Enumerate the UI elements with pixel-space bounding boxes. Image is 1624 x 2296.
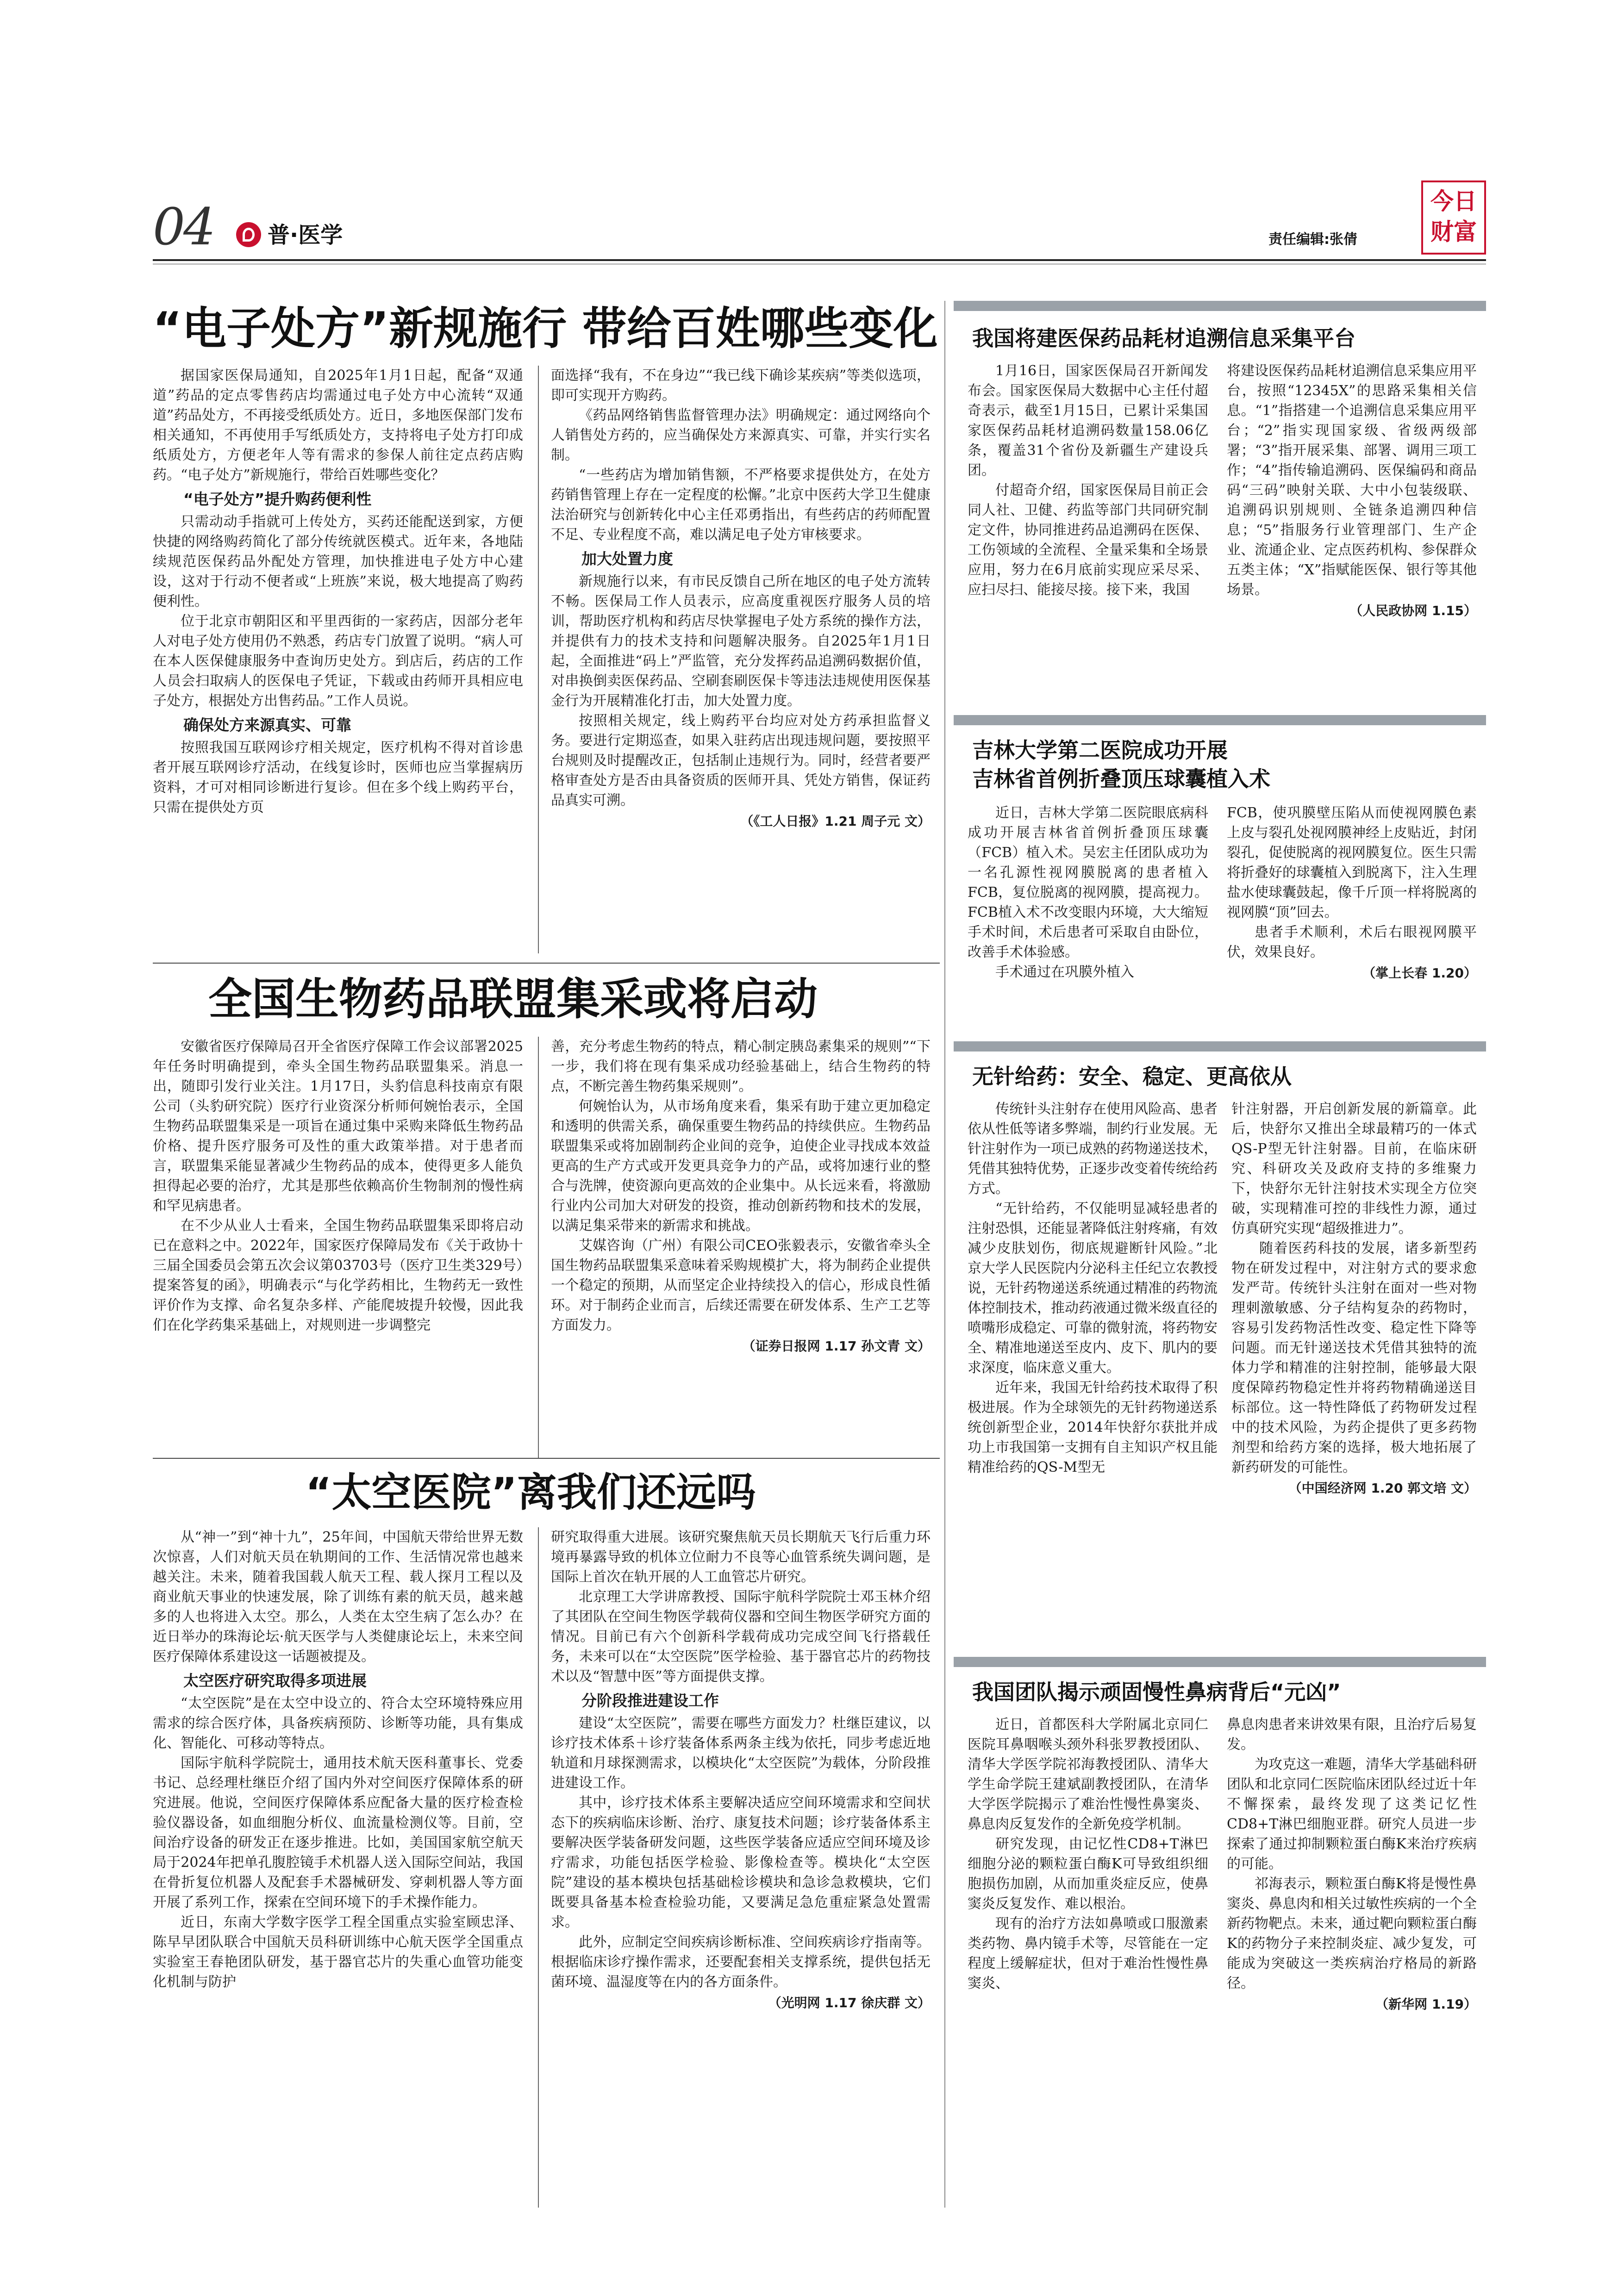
- column-divider: [538, 1527, 539, 2208]
- article-paragraph: 近日，吉林大学第二医院眼底病科成功开展吉林省首例折叠顶压球囊（FCB）植入术。吴宏主任团队成功为一名孔源性视网膜脱离的患者植入FCB，复位脱离的视网膜，提高视力。FCB植入术不改变眼内环境，大大缩短手术时间，术后患者可采取自由卧位，改善手术体验感。: [968, 805, 1208, 960]
- article-body: [968, 803, 1208, 982]
- article-subheading: 确保处方来源真实、可靠: [183, 716, 351, 734]
- article-paragraph: FCB，使巩膜壁压陷从而使视网膜色素上皮与裂孔处视网膜神经上皮贴近，封闭裂孔，促使脱离的视网膜复位。医生只需将折叠好的球囊植入到脱离下，注入生理盐水使球囊鼓起，像千斤顶一样将脱离的视网膜“顶”回去。: [1227, 805, 1477, 921]
- article-paragraph: 《药品网络销售监督管理办法》明确规定：通过网络向个人销售处方药的，应当确保处方来源真实、可靠，并实行实名制。: [551, 407, 931, 463]
- article-paragraph: 针注射器，开启创新发展的新篇章。此后，快舒尔又推出全球最精巧的一体式QS-P型无针注射器。目前，在临床研究、科研攻关及政府支持的多维聚力下，快舒尔无针注射技术实现全方位突破，实现精准可控的非线性力源，通过仿真研究实现“超级推进力”。: [1231, 1101, 1477, 1237]
- article-paragraph: 研究取得重大进展。该研究聚焦航天员长期航天飞行后重力环境再暴露导致的机体立位耐力不良等心血管系统失调问题，是国际上首次在轨开展的人工血管芯片研究。: [551, 1529, 931, 1585]
- header-rule: [153, 259, 1486, 261]
- article-body: [551, 1527, 931, 1992]
- article-e-prescription-col1: [153, 366, 523, 817]
- article-biologics-col2: [551, 1037, 931, 1356]
- article-subheading: 加大处置力度: [581, 550, 673, 568]
- headline-jilin-line1: 吉林大学第二医院成功开展: [972, 738, 1228, 763]
- badge-line-1: 今日: [1430, 187, 1477, 215]
- article-paragraph: 北京理工大学讲席教授、国际宇航科学院院士邓玉林介绍了其团队在空间生物医学载荷仪器和空间生物医学研究方面的情况。目前已有六个创新科学载荷成功完成空间飞行搭载任务，未来可以在“太空医院”医学检验、基于器官芯片的药物技术以及“智慧中医”等方面提供支撑。: [551, 1589, 931, 1685]
- article-source: （人民政协网 1.15）: [1349, 603, 1477, 618]
- article-paragraph: 从“神一”到“神十九”，25年间，中国航天带给世界无数次惊喜，人们对航天员在轨期间的工作、生活情况常也越来越关注。未来，随着我国载人航天工程、载人探月工程以及商业航天事业的快速发展，除了训练有素的航天员，越来越多的人也将进入太空。那么，人类在太空生病了怎么办？在近日举办的珠海论坛·航天医学与人类健康论坛上，未来空间医疗保障体系建设这一话题被提及。: [153, 1529, 523, 1665]
- headline-biologics: 全国生物药品联盟集采或将启动: [208, 974, 818, 1025]
- article-sinusitis-col2: [1227, 1715, 1477, 2014]
- sidebar-header-bar: [954, 1657, 1486, 1667]
- article-subheading: 分阶段推进建设工作: [581, 1692, 719, 1710]
- section-rule: [153, 1458, 940, 1459]
- sidebar-header-bar: [954, 1041, 1486, 1052]
- column-divider: [538, 366, 539, 953]
- article-paragraph: 研究发现，由记忆性CD8+T淋巴细胞分泌的颗粒蛋白酶K可导致组织细胞损伤加剧，从而加重炎症反应，使鼻窦炎反复发作、难以根治。: [968, 1836, 1208, 1912]
- sidebar-header-bar: [954, 715, 1486, 725]
- article-paragraph: 艾媒咨询（广州）有限公司CEO张毅表示，安徽省牵头全国生物药品联盟集采意味着采购规模扩大，将为制药企业提供一个稳定的预期，从而坚定企业持续投入的信心，形成良性循环。对于制药企业而言，后续还需要在研发体系、生产工艺等方面发力。: [551, 1238, 931, 1333]
- headline-jilin-line2: 吉林省首例折叠顶压球囊植入术: [972, 766, 1270, 791]
- masthead-badge: [1421, 180, 1486, 255]
- article-paragraph: 为攻克这一难题，清华大学基础科研团队和北京同仁医院临床团队经过近十年不懈探索，最终发现了这类记忆性CD8+T淋巴细胞亚群。研究人员进一步探索了通过抑制颗粒蛋白酶K来治疗疾病的可能。: [1227, 1756, 1477, 1872]
- article-e-prescription-col2: [551, 366, 931, 831]
- article-body: [153, 1527, 523, 1992]
- article-paragraph: 此外，应制定空间疾病诊断标准、空间疾病诊疗指南等。根据临床诊疗操作需求，还要配套相关支撑系统，提供包括无菌环境、温湿度等在内的各方面条件。: [551, 1934, 931, 1990]
- section-rule: [153, 963, 940, 964]
- article-paragraph: 国际宇航科学院院士，通用技术航天医科董事长、党委书记、总经理杜继臣介绍了国内外对空间医疗保障体系的研究进展。他说，空间医疗保障体系应配备大量的医疗检查检验仪器设备，如血细胞分析仪、血流量检测仪等。目前，空间治疗设备的研发正在逐步推进。比如，美国国家航空航天局于2024年把单孔腹腔镜手术机器人送入国际空间站，我国在骨折复位机器人及配套手术器械研发、穿刺机器人等方面开展了系列工作，探索在空间环境下的手术操作能力。: [153, 1755, 523, 1910]
- headline-e-prescription: “电子处方”新规施行 带给百姓哪些变化: [153, 303, 938, 355]
- article-sinusitis-col1: [968, 1715, 1208, 1993]
- editor-credit: 责任编辑:张倩: [1268, 231, 1357, 248]
- article-paragraph: “一些药店为增加销售额，不严格要求提供处方，在处方药销售管理上存在一定程度的松懈。”北京中医药大学卫生健康法治研究与创新转化中心主任邓勇指出，有些药店的药师配置不足、专业程度不高，难以满足电子处方审核要求。: [551, 467, 931, 543]
- article-paragraph: 只需动动手指就可上传处方，买药还能配送到家，方便快捷的网络购药简化了部分传统就医模式。近年来，各地陆续规范医保药品外配处方管理，加快推进电子处方中心建设，这对于行动不便者或“上班族”来说，极大地提高了购药便利性。: [153, 514, 523, 610]
- article-biologics-col1: [153, 1037, 523, 1335]
- article-paragraph: 患者手术顺利，术后右眼视网膜平伏，效果良好。: [1227, 924, 1477, 960]
- column-divider: [538, 1037, 539, 1458]
- article-paragraph: “无针给药，不仅能明显减轻患者的注射恐惧，还能显著降低注射疼痛，有效减少皮肤划伤，彻底规避断针风险。”北京大学人民医院内分泌科主任纪立农教授说，无针药物递送系统通过精准的药物流体控制技术，推动药液通过微米级直径的喷嘴形成稳定、可靠的微射流，将药物安全、精准地递送至皮内、皮下、肌内的要求深度，临床意义重大。: [968, 1201, 1218, 1376]
- article-body: [1227, 1715, 1477, 1993]
- article-body: [968, 1099, 1218, 1477]
- article-paragraph: 据国家医保局通知，自2025年1月1日起，配备“双通道”药品的定点零售药店均需通过电子处方中心流转“双通道”药品处方，不再接受纸质处方。近日，多地医保部门发布相关通知，不再使用手写纸质处方，支持将电子处方打印成纸质处方，方便老年人等有需求的参保人前往定点药店购药。“电子处方”新规施行，带给百姓哪些变化？: [153, 367, 523, 483]
- article-paragraph: 按照我国互联网诊疗相关规定，医疗机构不得对首诊患者开展互联网诊疗活动，在线复诊时，医师也应当掌握病历资料，才可对相同诊断进行复诊。但在多个线上购药平台，只需在提供处方页: [153, 740, 523, 815]
- article-paragraph: 祁海表示，颗粒蛋白酶K将是慢性鼻窦炎、鼻息肉和相关过敏性疾病的一个全新药物靶点。未来，通过靶向颗粒蛋白酶K的药物分子来控制炎症、减少复发，可能成为突破这一类疾病治疗格局的新路径。: [1227, 1876, 1477, 1991]
- article-source: （证券日报网 1.17 孙文青 文）: [742, 1338, 931, 1354]
- article-paragraph: 鼻息肉患者来讲效果有限，且治疗后易复发。: [1227, 1717, 1477, 1753]
- article-tracing-col1: [968, 361, 1208, 600]
- sidebar-divider: [944, 301, 945, 2208]
- article-jilin-col2: [1227, 803, 1477, 983]
- article-paragraph: “太空医院”是在太空中设立的、符合太空环境特殊应用需求的综合医疗体，具备疾病预防、诊断等功能，具有集成化、智能化、可移动等特点。: [153, 1695, 523, 1751]
- article-body: [551, 366, 931, 810]
- article-paragraph: 手术通过在巩膜外植入: [995, 964, 1134, 980]
- article-needle-free-col2: [1231, 1099, 1477, 1498]
- article-tracing-col2: [1227, 361, 1477, 620]
- page-header: [153, 187, 1486, 259]
- article-jilin-col1: [968, 803, 1208, 982]
- article-paragraph: 近日，东南大学数字医学工程全国重点实验室顾忠泽、陈早早团队联合中国航天员科研训练中心航天医学全国重点实验室王春艳团队研发，基于器官芯片的失重心血管功能变化机制与防护: [153, 1914, 523, 1990]
- article-paragraph: 新规施行以来，有市民反馈自己所在地区的电子处方流转不畅。医保局工作人员表示，应高度重视医疗服务人员的培训，帮助医疗机构和药店尽快掌握电子处方系统的操作方法，并提供有力的技术支持和问题解决服务。自2025年1月1日起，全面推进“码上”严监管，充分发挥药品追溯码数据价值，对串换倒卖医保药品、空刷套刷医保卡等违法违规使用医保基金行为开展精准化打击，加大处置力度。: [551, 573, 931, 709]
- article-body: [1227, 361, 1477, 600]
- article-paragraph: 按照相关规定，线上购药平台均应对处方药承担监督义务。要进行定期巡查，如果入驻药店出现违规问题，要按照平台规则及时提醒改正，包括制止违规行为。同时，经营者要严格审查处方是否由具备资质的医师开具、凭处方销售，保证药品真实可溯。: [551, 713, 931, 809]
- badge-line-2: 财富: [1430, 218, 1477, 245]
- section-name: 普·医学: [268, 222, 343, 248]
- article-source: （中国经济网 1.20 郭文培 文）: [1288, 1481, 1477, 1496]
- article-paragraph: 何婉怡认为，从市场角度来看，集采有助于建立更加稳定和透明的供需关系，确保重要生物药品的持续供应。生物药品联盟集采或将加剧制药企业间的竞争，迫使企业寻找成本效益更高的生产方式或开发更具竞争力的产品，或将加速行业的整合与洗牌，使资源向更高效的企业集中。从长远来看，将激励行业内公司加大对研发的投资，推动创新药物和技术的发展，以满足集采带来的新需求和挑战。: [551, 1098, 931, 1234]
- article-source: （掌上长春 1.20）: [1362, 965, 1477, 981]
- article-paragraph: 1月16日，国家医保局召开新闻发布会。国家医保局大数据中心主任付超奇表示，截至1月15日，已累计采集国家医保药品耗材追溯码数量158.06亿条，覆盖31个省份及新疆生产建设兵团。: [968, 363, 1208, 479]
- article-body: [968, 1715, 1208, 1993]
- headline-space-hospital: “太空医院”离我们还远吗: [306, 1469, 756, 1516]
- article-paragraph: 善，充分考虑生物药的特点，精心制定胰岛素集采的规则”“下一步，我们将在现有集采成功经验基础上，结合生物药的特点，不断完善生物药集采规则”。: [551, 1039, 931, 1095]
- article-space-hospital-col1: [153, 1527, 523, 1992]
- article-subheading: “电子处方”提升购药便利性: [183, 490, 372, 508]
- article-needle-free-col1: [968, 1099, 1218, 1477]
- article-paragraph: 传统针头注射存在使用风险高、患者依从性低等诸多弊端，制约行业发展。无针注射作为一项已成熟的药物递送技术，凭借其独特优势，正逐步改变着传统给药方式。: [968, 1101, 1218, 1197]
- section-logo-icon: [236, 222, 261, 247]
- headline-sinusitis: 我国团队揭示顽固慢性鼻病背后“元凶”: [972, 1680, 1341, 1705]
- article-subheading: 太空医疗研究取得多项进展: [183, 1672, 367, 1690]
- article-paragraph: 位于北京市朝阳区和平里西街的一家药店，因部分老年人对电子处方使用仍不熟悉，药店专门放置了说明。“病人可在本人医保健康服务中查询历史处方。到店后，药店的工作人员会扫取病人的医保电子凭证，下载或由药师开具相应电子处方，根据处方出售药品。”工作人员说。: [153, 613, 523, 709]
- article-body: [551, 1037, 931, 1335]
- article-paragraph: 付超奇介绍，国家医保局目前正会同人社、卫健、药监等部门共同研究制定文件，协同推进药品追溯码在医保、工伤领域的全流程、全量采集和全场景应用，努力在6月底前实现应采尽采、应扫尽扫、能接尽接。接下来，我国: [968, 482, 1208, 598]
- article-paragraph: 随着医药科技的发展，诸多新型药物在研发过程中，对注射方式的要求愈发严苛。传统针头注射在面对一些对物理刺激敏感、分子结构复杂的药物时，容易引发药物活性改变、稳定性下降等问题。而无针递送技术凭借其独特的流体力学和精准的注射控制，能够最大限度保障药物稳定性并将药物精确递送目标部位。这一特性降低了药物研发过程中的技术风险，为药企提供了更多药物剂型和给药方案的选择，极大地拓展了新药研发的可能性。: [1231, 1240, 1477, 1475]
- article-space-hospital-col2: [551, 1527, 931, 2012]
- page-number: 04: [153, 197, 214, 256]
- headline-needle-free: 无针给药：安全、稳定、更高依从: [972, 1064, 1292, 1089]
- article-paragraph: 将建设医保药品耗材追溯信息采集应用平台，按照“12345X”的思路采集相关信息。“1”指搭建一个追溯信息采集应用平台；“2”指实现国家级、省级两级部署；“3”指开展采集、部署、调用三项工作；“4”指传输追溯码、医保编码和商品码“三码”映射关联、大中小包装级联、追溯码识别规则、全链条追溯四种信息；“5”指服务行业管理部门、生产企业、流通企业、定点医药机构、参保群众五类主体；“X”指赋能医保、银行等其他场景。: [1227, 363, 1477, 598]
- article-source: （光明网 1.17 徐庆群 文）: [768, 1995, 931, 2010]
- article-paragraph: 近年来，我国无针给药技术取得了积极进展。作为全球领先的无针药物递送系统创新型企业，2014年快舒尔获批并成功上市我国第一支拥有自主知识产权且能精准给药的QS-M型无: [968, 1380, 1218, 1475]
- article-body: [1227, 803, 1477, 962]
- article-paragraph: 近日，首都医科大学附属北京同仁医院耳鼻咽喉头颈外科张罗教授团队、清华大学医学院祁海教授团队、清华大学生命学院王建斌副教授团队，在清华大学医学院揭示了难治性慢性鼻窦炎、鼻息肉反复发作的全新免疫学机制。: [968, 1717, 1208, 1832]
- article-source: （新华网 1.19）: [1375, 1997, 1477, 2012]
- article-body: [153, 1037, 523, 1335]
- headline-tracing: 我国将建医保药品耗材追溯信息采集平台: [972, 326, 1355, 351]
- article-paragraph: 安徽省医疗保障局召开全省医疗保障工作会议部署2025年任务时明确提到，牵头全国生物药品联盟集采。消息一出，随即引发行业关注。1月17日，头豹信息科技南京有限公司（头豹研究院）医疗行业资深分析师何婉怡表示，全国生物药品联盟集采是一项旨在通过集中采购来降低生物药品价格、提升医疗服务可及性的重大政策举措。对于患者而言，联盟集采能显著减少生物药品的成本，使得更多人能负担得起必要的治疗，尤其是那些依赖高价生物制剂的慢性病和罕见病患者。: [153, 1039, 523, 1214]
- article-paragraph: 其中，诊疗技术体系主要解决适应空间环境需求和空间状态下的疾病临床诊断、治疗、康复技术问题；诊疗装备体系主要解决医学装备研发问题，这些医学装备应适应空间环境及诊疗需求，功能包括医学检验、影像检查等。模块化“太空医院”建设的基本模块包括基础检诊模块和急诊急救模块，它们既要具备基本检查检验功能，又要满足急危重症紧急处置需求。: [551, 1795, 931, 1930]
- article-source: （《工人日报》1.21 周子元 文）: [740, 814, 931, 829]
- article-body: [153, 366, 523, 817]
- article-paragraph: 在不少从业人士看来，全国生物药品联盟集采即将启动已在意料之中。2022年，国家医疗保障局发布《关于政协十三届全国委员会第五次会议第03703号（医疗卫生类329号）提案答复的函》，明确表示“与化学药相比，生物药无一致性评价作为支撑、命名复杂多样、产能爬坡提升较慢，因此我们在化学药集采基础上，对规则进一步调整完: [153, 1218, 523, 1333]
- article-body: [1231, 1099, 1477, 1477]
- article-paragraph: 建设“太空医院”，需要在哪些方面发力？杜继臣建议，以诊疗技术体系＋诊疗装备体系两条主线为依托，同步考虑近地轨道和月球探测需求，以模块化“太空医院”为载体，分阶段推进建设工作。: [551, 1715, 931, 1791]
- sidebar-header-bar: [954, 301, 1486, 311]
- article-body: [968, 361, 1208, 600]
- article-paragraph: 现有的治疗方法如鼻喷或口服激素类药物、鼻内镜手术等，尽管能在一定程度上缓解症状，但对于难治性慢性鼻窦炎、: [968, 1916, 1208, 1991]
- article-paragraph: 面选择“我有，不在身边”“我已线下确诊某疾病”等类似选项，即可实现开方购药。: [551, 367, 931, 404]
